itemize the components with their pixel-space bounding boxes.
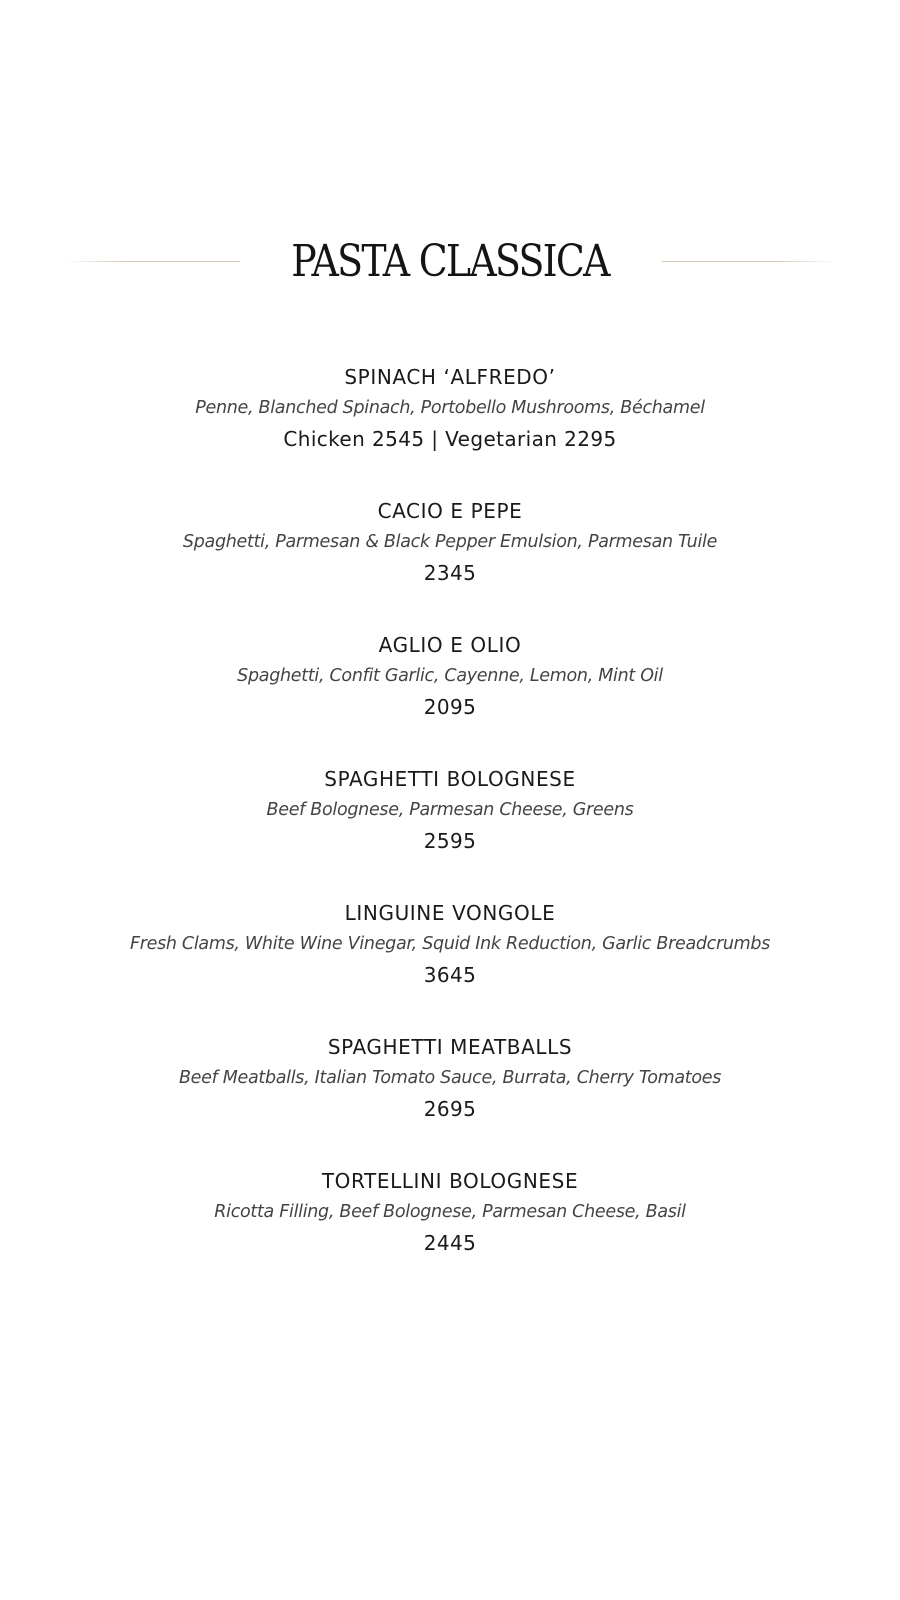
menu-item	[0, 1032, 900, 1166]
menu-list	[0, 362, 900, 1300]
menu-item	[0, 630, 900, 764]
dish-name: LINGUINE VONGOLE	[344, 901, 556, 925]
menu-item	[0, 362, 900, 496]
dish-description: Beef Meatballs, Italian Tomato Sauce, Burrata, Cherry Tomatoes	[178, 1068, 722, 1088]
dish-description: Spaghetti, Confit Garlic, Cayenne, Lemon, Mint Oil	[237, 666, 663, 686]
dish-price: 3645	[423, 963, 477, 987]
dish-description: Penne, Blanched Spinach, Portobello Mushrooms, Béchamel	[195, 398, 705, 418]
dish-name: SPINACH ‘ALFREDO’	[344, 365, 556, 389]
dish-name: SPAGHETTI BOLOGNESE	[324, 767, 576, 791]
dish-name: SPAGHETTI MEATBALLS	[327, 1035, 573, 1059]
dish-name: CACIO E PEPE	[377, 499, 523, 523]
dish-price: 2345	[423, 561, 477, 585]
dish-description: Ricotta Filling, Beef Bolognese, Parmesan Cheese, Basil	[214, 1202, 686, 1222]
dish-name: TORTELLINI BOLOGNESE	[321, 1169, 579, 1193]
menu-item	[0, 898, 900, 1032]
dish-price: 2445	[423, 1231, 477, 1255]
dish-price: Chicken 2545 | Vegetarian 2295	[283, 427, 617, 451]
dish-description: Spaghetti, Parmesan & Black Pepper Emulsion, Parmesan Tuile	[182, 532, 718, 552]
title-divider-right	[662, 261, 838, 262]
dish-name: AGLIO E OLIO	[378, 633, 522, 657]
section-title: PASTA CLASSICA	[291, 236, 609, 287]
title-divider-left	[64, 261, 240, 262]
dish-description: Fresh Clams, White Wine Vinegar, Squid Ink Reduction, Garlic Breadcrumbs	[129, 934, 771, 954]
dish-price: 2595	[423, 829, 477, 853]
section-header	[0, 232, 900, 292]
dish-price: 2695	[423, 1097, 477, 1121]
dish-price: 2095	[423, 695, 477, 719]
menu-item	[0, 496, 900, 630]
menu-item	[0, 764, 900, 898]
menu-item	[0, 1166, 900, 1300]
dish-description: Beef Bolognese, Parmesan Cheese, Greens	[266, 800, 634, 820]
